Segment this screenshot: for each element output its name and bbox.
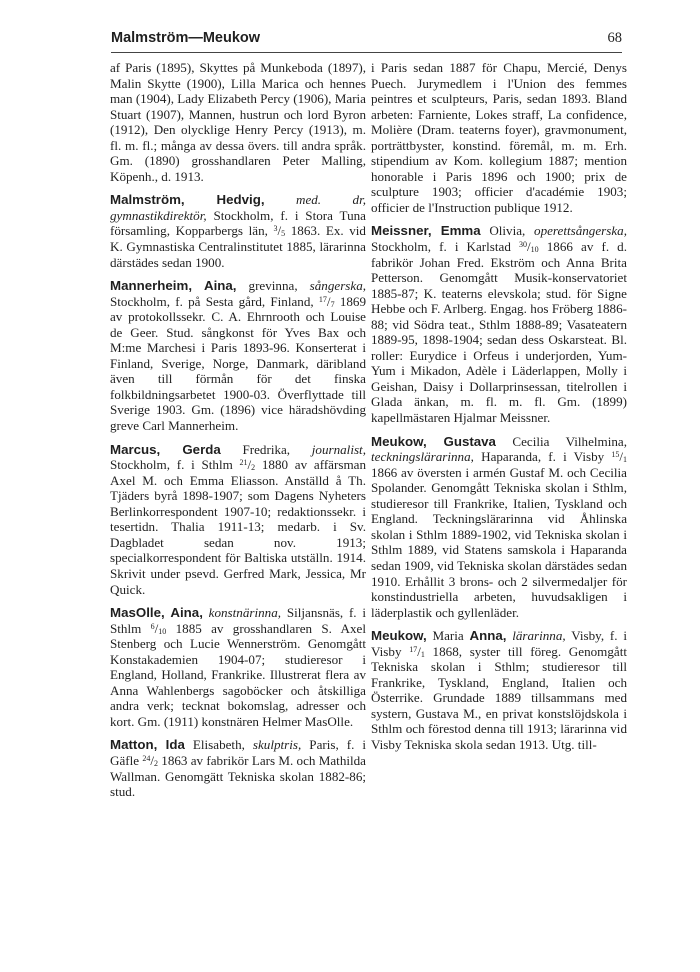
entry-text: Visby, f. i Visby (371, 628, 627, 659)
entry-text: 1866 av f. d. fabrikör Johan Fred. Ekström och Anna Brita Petterson. Genomgått Musik-konservatoriet 1885-87; K. teaterns elevskola; stud. för Signe Hebbe och F. Arlberg. Engag. hos Fröberg 1886-88; vid Södra teat., Sthlm 1888-89; Vasateatern 1889-95, 1898-1904; sedan dess Oskarsteat. Bl. roller: Eurydice i Orfeus i underjorden, Yum-Yum i Mikadon, Adèle i Läderlappen, Molly i Geishan, Daisy i Dollarprinsessan, titelrollen i Glada änkan, m. fl. m. fl. Gm. (1899) kapellmästaren Hjalmar Meissner. (371, 239, 627, 426)
birth-month: 1 (623, 455, 627, 465)
birth-day: 21 (239, 458, 248, 468)
entry-meissner: Meissner, Emma Olivia, operettsångerska, Stockholm, f. i Karlstad $^{30}/_{10}$ 1866 av f. d. fabrikör Johan Fred. Ekström och Anna Brita Petterson. Genomgått Musik-konservatoriet 1885-87; K. teaterns elevskola; stud. för Signe Hebbe och F. Arlberg. Engag. hos Fröberg 1886-88; vid Södra teat., Sthlm 1888-89; Vasateatern 1889-95, 1898-1904; sedan dess Oskarsteat. Bl. roller: Eurydice i Orfeus i underjorden, Yum-Yum i Mikadon, Adèle i Läderlappen, Molly i Geishan, Daisy i Dollarprinsessan, titelrollen i Glada änkan, m. fl. m. fl. Gm. (1899) kapellmästaren Hjalmar Meissner. (371, 223, 627, 426)
entry-text: 1868, syster till föreg. Genomgått Tekniska skolan i Sthlm; studieresor till Frankrike, Tyskland, England, Italien och Österrike. Grundade 1889 tillsammans med systern, Gustava M., en privat konstslöjdskola i Sthlm och förestod denna till 1913; lärarinna vid Visby Tekniska skola sedan 1913. Utg. till- (371, 643, 627, 752)
birth-day: 24 (142, 753, 151, 763)
birth-day: 17 (409, 644, 418, 654)
continuation-text: af Paris (1895), Skyttes på Munkeboda (1897), Malin Skytte (1900), Lilla Marica och hennes man (1904), Lady Elizabeth Percy (1906), Maria Stuart (1907), Mannen, hustrun och lord Byron (1912), Den olycklige Henry Percy (1913), m. fl. m. fl.; många av dessa övers. till andra språk. Gm. (1890) grosshandlaren Peter Malling, Köpenh., d. 1913. (110, 60, 366, 184)
entry-matton: Matton, Ida Elisabeth, skulptris, Paris, f. i Gäfle $^{24}/_2$ 1863 av fabrikör Lars M. och Mathilda Wallman. Genomgätt Tekniska skolan 1882-86; stud. (110, 737, 366, 800)
page-header (111, 30, 622, 53)
entry-name: Meissner, Emma (371, 223, 481, 239)
entry-occupation: skulptris, (252, 737, 302, 753)
entry-text: 1869 av protokollssekr. C. A. Ehrnrooth och Louise de Geer. Stud. sångkonst för Yves Bax och M:me Marchesi i Paris 1893-96. Konserterat i Finland, Sverige, Norge, Danmark, däribland även till förmån för det finska folkbildningsarbetet 1900-03. Överflyttade till Sverige 1903. Gm. (1896) vice häradshövding greve Carl Mannerheim. (110, 293, 366, 434)
entry-text: 1866 av översten i armén Gustaf M. och Cecilia Spolander. Genomgått Tekniska skolan i Sthlm, studieresor till Frankrike, Italien, Tyskland och England. Teckningslärarinna vid Åhlinska skolan i Sthlm 1889-1902, vid Tekniska skolan i Sthlm 1889, vid Statens samskola i Haparanda sedan 1909, vid Tekniska skolan därstädes sedan 1910. Erhållit 3 brons- och 2 silvermedaljer för konstindustriella arbeten, huvudsakligen i läderplastik och gyllenläder. (371, 464, 627, 620)
entry-text: 1880 av affärsman Axel M. och Emma Eliasson. Anställd å Th. Tjäders byrå 1898-1907; som Dagens Nyheters Berlinkorrespondent 1907-10; redaktionssekr. i tesertidn. Thalia 1911-13; medarb. i Sv. Dagbladet sedan nov. 1913; specialkorrespondent för Baltiska utställn. 1914. Skrivit under psevd. Gerfred Mark, Jessica, Mr Quick. (110, 457, 366, 597)
continuation-text: i Paris sedan 1887 för Chapu, Mercié, Denys Puech. Jurymedlem i l'Union des femmes peintres et sculpteurs, Paris, sedan 1893. Bland arbeten: Farniente, Lokes straff, La confidence, Molière (Dram. teaterns foyer), gravmonument, porträttbyster, konstind. föremål, m. m. Erh. stipendium av Kom. kollegium 1887; mention honorable i Paris 1896 och 1900; prix de sculpture 1903; officier d'académie 1903; officier de l'Instruction publique 1912. (371, 60, 627, 215)
entry-occupation: med. dr, gymnastikdirektör, (110, 192, 366, 223)
entry-text: Stockholm, f. i Sthlm (110, 457, 233, 473)
birth-day: 17 (318, 294, 327, 304)
entry-name: Matton, Ida (110, 737, 185, 753)
entry-text: Siljansnäs, f. i Sthlm (110, 605, 366, 636)
entry-occupation: operettsångerska, (534, 223, 627, 239)
entry-name: Meukow, (371, 628, 427, 644)
entry-title: Elisabeth, (192, 737, 245, 753)
entry-mannerheim: Mannerheim, Aina, grevinna, sångerska, Stockholm, f. på Sesta gård, Finland, $^{17}/_7$ 1869 av protokollssekr. C. A. Ehrnrooth och Louise de Geer. Stud. sångkonst för Yves Bax och M:me Marchesi i Paris 1893-96. Konserterat i Finland, Sverige, Norge, Danmark, däribland även till förmån för det finska folkbildningsarbetet 1900-03. Överflyttade till Sverige 1903. Gm. (1896) vice häradshövding greve Carl Mannerheim. (110, 278, 367, 434)
entry-text: Haparanda, f. i Visby (481, 449, 605, 465)
birth-month: 2 (251, 463, 256, 473)
birth-month: 10 (530, 245, 539, 255)
entry-title: Maria (432, 628, 464, 644)
entry-text: Stockholm, f. på Sesta gård, Finland, (110, 293, 314, 309)
entry-masolle: MasOlle, Aina, konstnärinna, Siljansnäs, f. i Sthlm $^6/_{10}$ 1885 av grosshandlaren S. Axel Stenberg och Lucie Wennerström. Genomgått Konstakademien 1904-07; studieresor i England, Holland, Frankrike. Illustrerat flera av Anna Wahlenbergs sagoböcker och åtskilliga andra verk; tecknat bokomslag, adresser och kort. Gm. (1911) konstnären Helmer MasOlle. (110, 605, 366, 729)
left-column (110, 60, 366, 800)
page-number: 68 (607, 30, 622, 46)
birth-month: 1 (420, 649, 425, 659)
birth-day: 6 (150, 621, 155, 631)
entry-text: Paris, f. i Gäfle (110, 737, 366, 768)
entry-marcus: Marcus, Gerda Fredrika, journalist, Stockholm, f. i Sthlm $^{21}/_2$ 1880 av affärsman Axel M. och Emma Eliasson. Anställd å Th. Tjäders byrå 1898-1907; som Dagens Nyheters Berlinkorrespondent 1907-10; redaktionssekr. i tesertidn. Thalia 1911-13; medarb. i Sv. Dagbladet sedan nov. 1913; specialkorrespondent för Baltiska utställn. 1914. Skrivit under psevd. Gerfred Mark, Jessica, Mr Quick. (110, 441, 366, 597)
entry-name: Mannerheim, Aina, (110, 278, 237, 294)
entry-text: 1863. Ex. vid K. Gymnastiska Centralinstitutet 1885, lärarinna därstädes sedan 1900. (110, 223, 366, 270)
entry-meukow-gustava: Meukow, Gustava Cecilia Vilhelmina, teckningslärarinna, Haparanda, f. i Visby $^{15}/_1$ 1866 av översten i armén Gustaf M. och Cecilia Spolander. Genomgått Tekniska skolan i Sthlm, studieresor till Frankrike, Italien, Tyskland och England. Teckningslärarinna vid Åhlinska skolan i Sthlm 1889-1902, vid Tekniska skolan i Sthlm 1889, vid Statens samskola i Haparanda sedan 1909, vid Tekniska skolan därstädes sedan 1910. Erhållit 3 brons- och 2 silvermedaljer för konstindustriella arbeten, huvudsakligen i läderplastik och gyllenläder. (371, 433, 627, 620)
birth-month: 7 (330, 299, 335, 309)
entry-name: Meukow, Gustava (371, 433, 496, 449)
right-column (371, 60, 627, 753)
entry-title: Olivia, (489, 223, 526, 239)
entry-meukow-maria: Meukow, Maria Anna, lärarinna, Visby, f. i Visby $^{17}/_1$ 1868, syster till föreg. Genomgått Tekniska skolan i Sthlm; studieresor till Frankrike, Tyskland, England, Italien och Österrike. Grundade 1889 tillsammans med systern, Gustava M., en privat konstslöjdskola i Sthlm och förestod denna till 1913; lärarinna vid Visby Tekniska skola sedan 1913. Utg. till- (371, 628, 627, 752)
entry-text: Stockholm, f. i Karlstad (371, 239, 511, 255)
entry-occupation: lärarinna, (512, 628, 566, 644)
entry-text: 1863 av fabrikör Lars M. och Mathilda Wallman. Genomgätt Tekniska skolan 1882-86; stud. (110, 752, 366, 800)
birth-month: 5 (281, 229, 286, 239)
entry-text: Stockholm, f. i Stora Tuna församling, Kopparbergs län, (110, 207, 366, 239)
entry-occupation: sångerska, (309, 278, 367, 294)
birth-month: 2 (154, 758, 158, 768)
entry-malmstrom: Malmström, Hedvig, med. dr, gymnastikdirektör, Stockholm, f. i Stora Tuna församling, Kopparbergs län, $^3/_5$ 1863. Ex. vid K. Gymnastiska Centralinstitutet 1885, lärarinna därstädes sedan 1900. (110, 192, 366, 270)
entry-name: MasOlle, Aina, (110, 605, 203, 621)
entry-name: Marcus, Gerda (110, 441, 221, 457)
birth-month: 10 (158, 626, 167, 636)
entry-name-second: Anna, (469, 628, 507, 644)
birth-day: 3 (273, 224, 278, 234)
running-head: Malmström—Meukow (111, 30, 261, 46)
entry-occupation: journalist, (311, 441, 366, 457)
entry-occupation: konstnärinna, (208, 605, 282, 621)
birth-day: 30 (519, 240, 527, 250)
entry-title: grevinna, (248, 278, 298, 294)
entry-occupation: teckningslärarinna, (371, 449, 474, 465)
birth-day: 15 (611, 450, 620, 460)
entry-title: Fredrika, (242, 441, 291, 457)
entry-title: Cecilia Vilhelmina, (512, 433, 627, 449)
entry-name: Malmström, Hedvig, (110, 192, 265, 208)
entry-text: 1885 av grosshandlaren S. Axel Stenberg och Lucie Wennerström. Genomgått Konstakademien 1904-07; studieresor i England, Holland, Frankrike. Illustrerat flera av Anna Wahlenbergs sagoböcker och åtskilliga andra verk; tecknat bokomslag, adresser och kort. Gm. (1911) konstnären Helmer MasOlle. (110, 620, 366, 729)
